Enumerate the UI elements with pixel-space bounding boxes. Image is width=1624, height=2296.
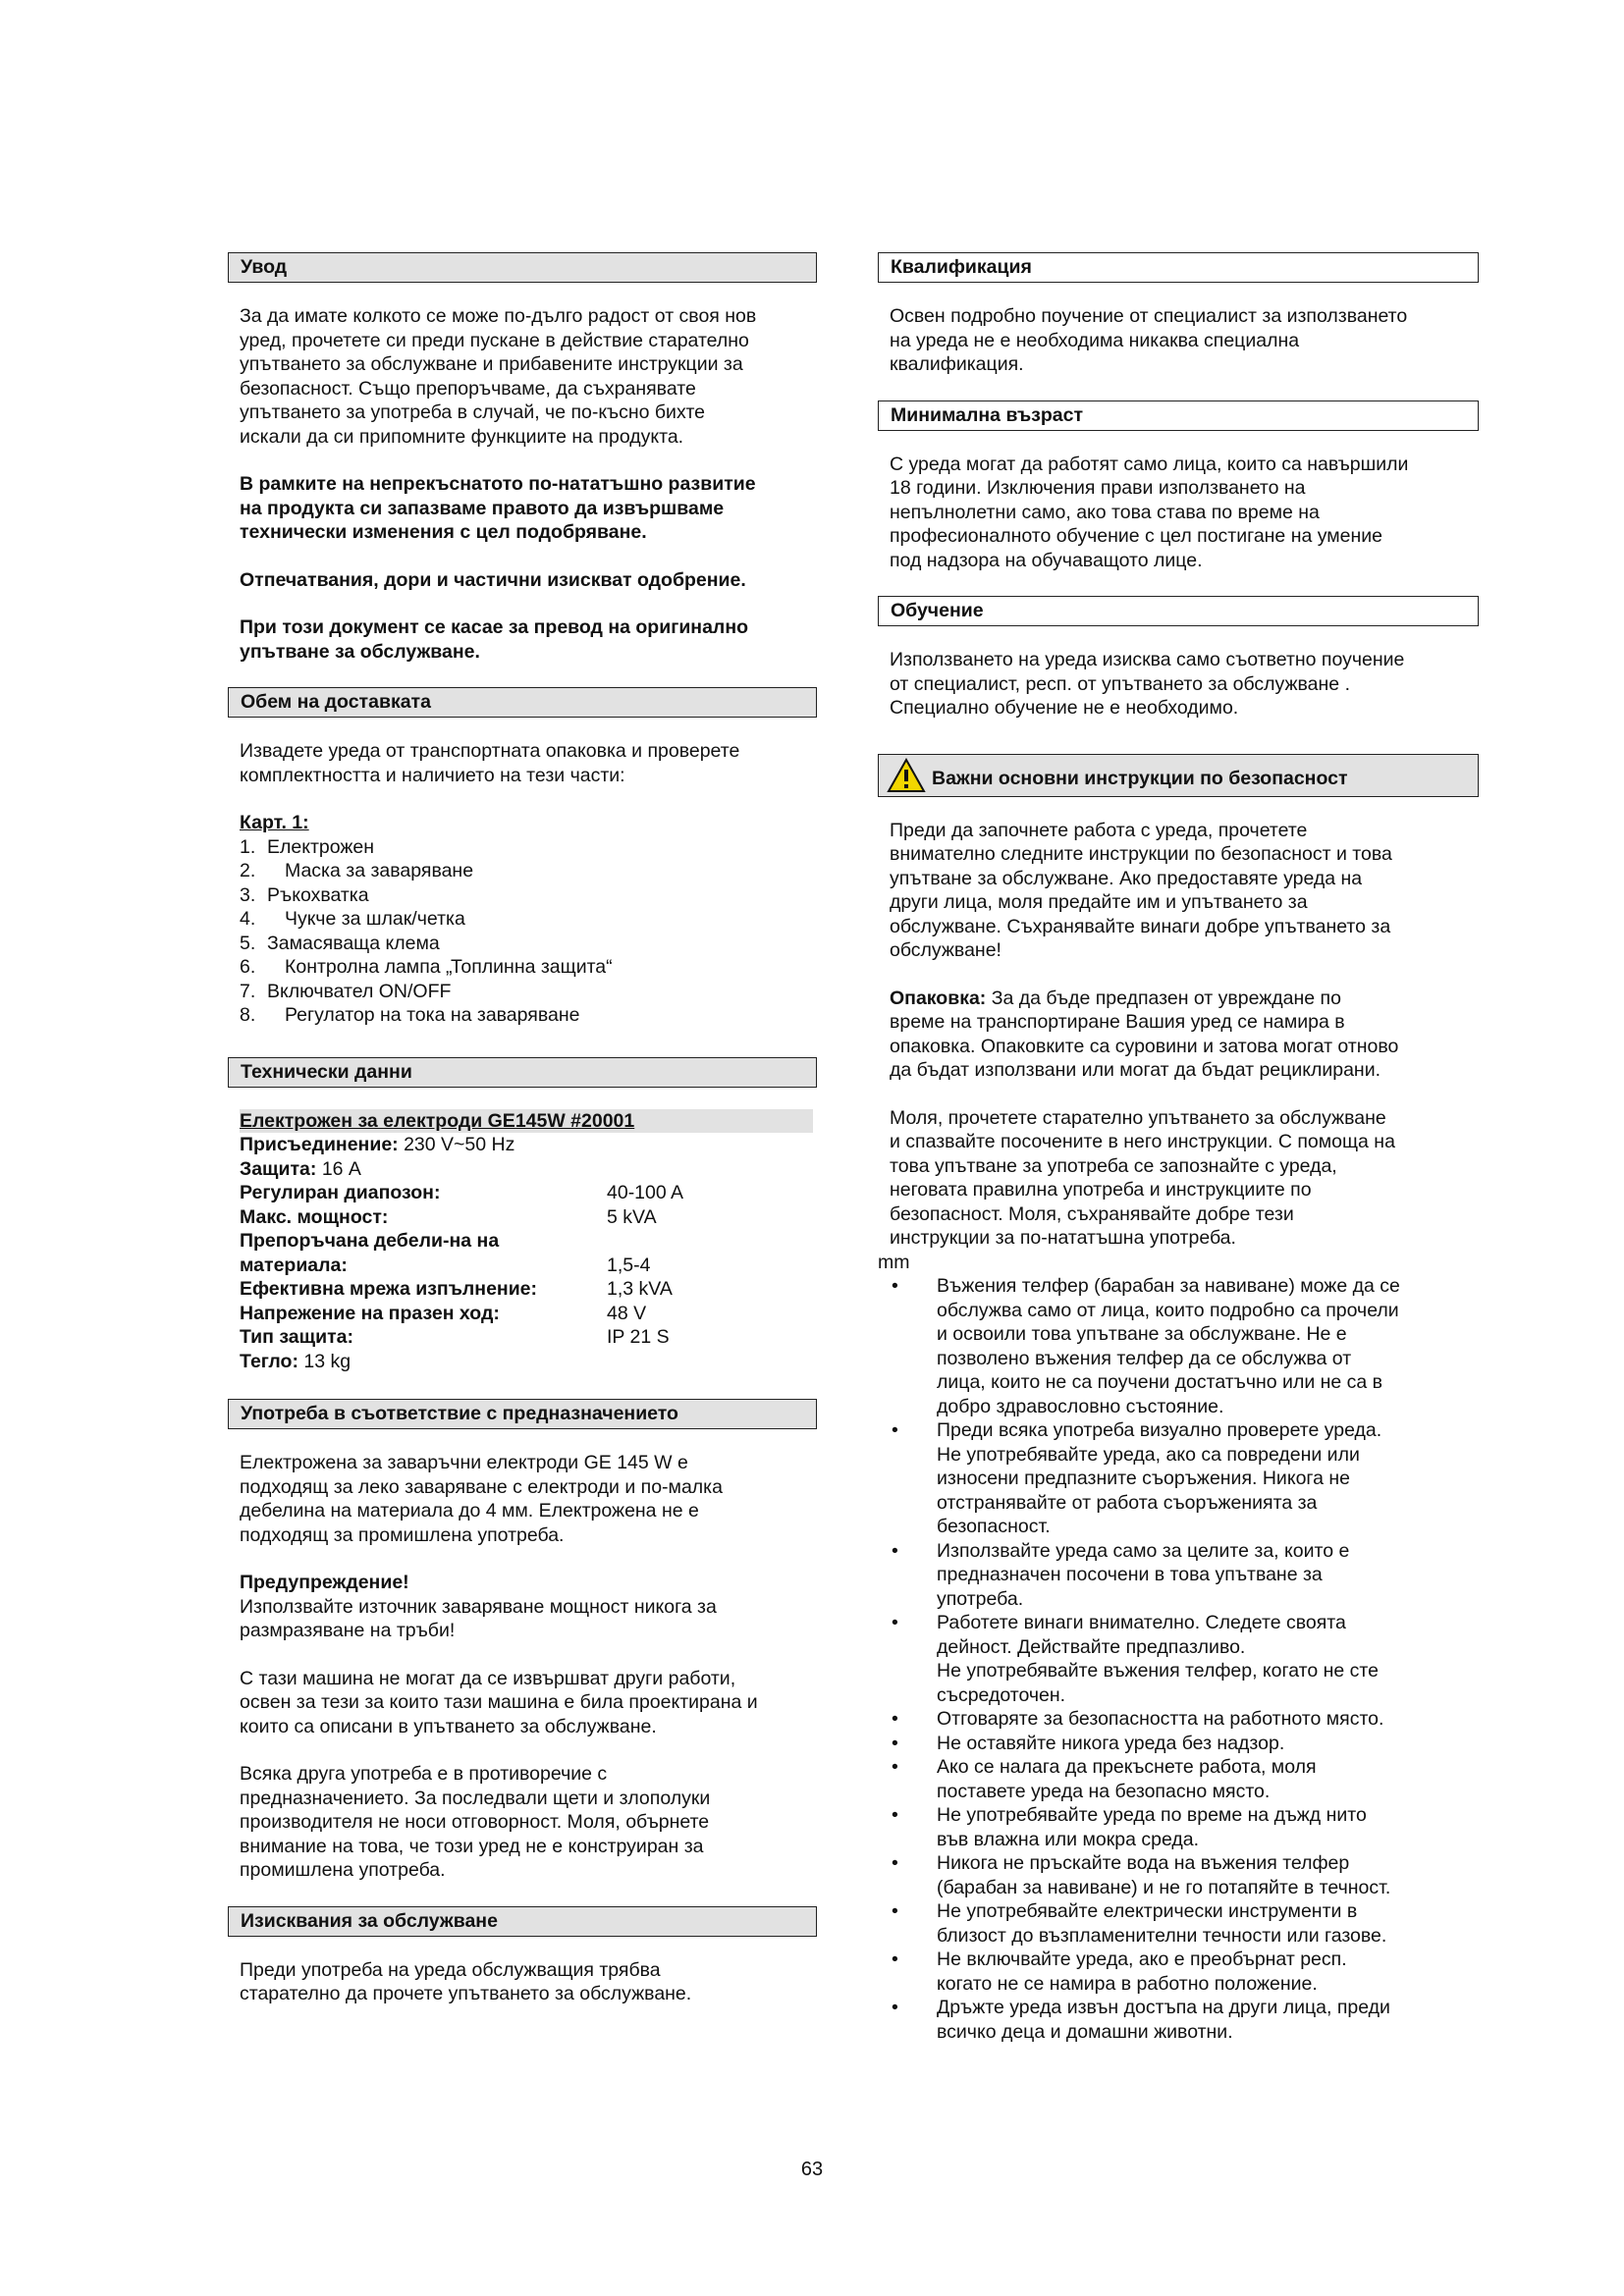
- delivery-body: [228, 739, 817, 1028]
- text-line: освен за тези за които тази машина е била проектирана и: [240, 1691, 758, 1713]
- spec-row: [240, 1181, 805, 1205]
- parts-list-item: [240, 907, 805, 932]
- text-line: уред, прочетете си преди пускане в действие старателно: [240, 329, 749, 351]
- intro-notice-reprint: [240, 568, 805, 593]
- text-line: 18 години. Изключения прави използването на: [890, 477, 1306, 499]
- page-number: 63: [800, 2159, 824, 2180]
- text-line: от специалист, респ. от упътването за обслужване .: [890, 672, 1350, 695]
- bullet-icon: •: [892, 1275, 898, 1297]
- parts-item-label: Ръкохватка: [267, 883, 369, 906]
- text-line: технически изменения с цел подобряване.: [240, 521, 647, 543]
- text-line: безопасност.: [937, 1516, 1051, 1537]
- bullet-icon: •: [892, 1419, 898, 1441]
- safety-rule-item: [890, 1418, 1467, 1539]
- safety-rule-item: [890, 1274, 1467, 1418]
- safety-paragraph-packaging: Опаковка: За да бъде предпазен от увреждане по време на транспортиране Вашия уред се намира в опаковка. Опаковките са суровини и затова могат отново да бъдат използвани или могат да бъдат рециклирани.: [890, 987, 1399, 1081]
- spec-key: Макс. мощност:: [240, 1205, 389, 1228]
- text-line: Електрожена за заваръчни електроди GE 145 W е: [240, 1452, 688, 1473]
- spec-weight: Тегло: 13 kg: [240, 1350, 352, 1372]
- text-line: на уреда не е необходима никаква специална: [890, 329, 1300, 351]
- training-body: [878, 648, 1479, 721]
- text-line: Дръжте уреда извън достъпа на други лица, преди: [937, 1997, 1390, 2018]
- text-line: С тази машина не могат да се извършват други работи,: [240, 1667, 736, 1689]
- text-line: (барабан за навиване) и не го потапяйте в течност.: [937, 1876, 1391, 1898]
- text-line: и освоили това упътване за обслужване. Не е: [937, 1323, 1347, 1345]
- parts-item-number: 2.: [240, 860, 256, 881]
- parts-item-label: Електрожен: [267, 835, 375, 858]
- text-line: производителя не носи отговорност. Моля, обърнете: [240, 1811, 710, 1833]
- safety-rule-item: [890, 1539, 1467, 1612]
- text-line: когато не се намира в работно положение.: [937, 1972, 1318, 1995]
- parts-list-item: [240, 835, 805, 860]
- intro-paragraph: [240, 304, 805, 449]
- safety-rule-text: [937, 1900, 1386, 1947]
- warning-triangle-icon: [887, 758, 926, 793]
- spec-row: [240, 1205, 805, 1230]
- text-line: Преди употреба на уреда обслужващия трябва: [240, 1958, 661, 1981]
- text-line: комплектността и наличието на тези части:: [240, 764, 625, 786]
- safety-rule-text: [937, 1708, 1383, 1730]
- text-line: на продукта си запазваме правото да извършваме: [240, 497, 725, 519]
- bullet-icon: •: [892, 1539, 898, 1562]
- text-line: обслужване!: [890, 939, 1001, 961]
- section-header-safety: Важни основни инструкции по безопасност: [878, 754, 1479, 797]
- spec-connection: Присъединение: 230 V~50 Hz: [240, 1134, 515, 1155]
- section-header-training: Обучение: [878, 596, 1479, 626]
- min-age-paragraph: [890, 453, 1467, 573]
- safety-rule-text: [937, 1756, 1317, 1802]
- warning-text: [240, 1595, 805, 1643]
- section-header-operator: Изисквания за обслужване: [228, 1906, 817, 1937]
- text-line: Преди всяка употреба визуално проверете уреда.: [937, 1419, 1382, 1441]
- parts-item-number: 8.: [240, 1004, 256, 1026]
- text-line: Освен подробно поучение от специалист за използването: [890, 305, 1408, 327]
- text-line: професионалното обучение с цел постигане на умение: [890, 525, 1383, 547]
- text-line: безопасност. Също препоръчваме, да съхранявате: [240, 377, 696, 400]
- text-line: Специално обучение не е необходимо.: [890, 697, 1239, 719]
- text-line: При този документ се касае за превод на оригинално: [240, 616, 749, 638]
- safety-body: [878, 819, 1479, 2045]
- text-line: За да имате колкото се може по-дълго радост от своя нов: [240, 305, 757, 327]
- text-line: упътването за обслужване и прибавените инструкции за: [240, 353, 743, 375]
- text-line: старателно да прочете упътването за обслужване.: [240, 1983, 692, 2004]
- text-line: Ако се налага да прекъснете работа, моля: [937, 1756, 1317, 1778]
- usage-paragraph-other: [240, 1667, 805, 1739]
- text-line: Използвайте източник заваряване мощност никога за: [240, 1595, 717, 1618]
- figure-label: Карт. 1:: [240, 812, 309, 833]
- text-line: подходящ за леко заваряване с електроди и по-малка: [240, 1475, 723, 1498]
- text-line: С уреда могат да работят само лица, които са навършили: [890, 453, 1409, 475]
- text-line: инструкции за по-нататъшна употреба.: [890, 1227, 1236, 1249]
- text-line: размразяване на тръби!: [240, 1620, 456, 1641]
- safety-rule-text: [937, 1419, 1381, 1537]
- tech-body: [228, 1109, 817, 1374]
- text-line: промишлена употреба.: [240, 1859, 446, 1881]
- spec-rows: [240, 1277, 805, 1350]
- text-line: В рамките на непрекъснатото по-нататъшно развитие: [240, 473, 756, 495]
- text-line: безопасност. Моля, съхранявайте добре тези: [890, 1202, 1294, 1225]
- operator-body: [228, 1958, 817, 2006]
- text-line: неговата правилна употреба и инструкциите по: [890, 1179, 1312, 1201]
- training-paragraph: [890, 648, 1467, 721]
- section-header-min-age: Минимална възраст: [878, 400, 1479, 431]
- text-line: Не употребявайте електрически инструменти в: [937, 1900, 1358, 1922]
- intro-body: [228, 304, 817, 664]
- text-line: упътване за обслужване. Ако предоставяте уреда на: [890, 867, 1363, 889]
- parts-list-item: [240, 883, 805, 908]
- text-line: време на транспортиране Вашия уред се намира в: [890, 1011, 1345, 1033]
- text-line: употреба.: [937, 1587, 1024, 1610]
- bullet-icon: •: [892, 1756, 898, 1778]
- parts-list-item: [240, 1003, 805, 1028]
- section-header-delivery: Обем на доставката: [228, 687, 817, 718]
- section-header-usage: Употреба в съответствие с предназначението: [228, 1399, 817, 1429]
- text-line: Извадете уреда от транспортната опаковка и проверете: [240, 740, 740, 762]
- min-age-body: [878, 453, 1479, 573]
- bullet-icon: •: [892, 1852, 898, 1874]
- qualification-body: [878, 304, 1479, 377]
- usage-body: [228, 1451, 817, 1883]
- parts-item-number: 6.: [240, 956, 256, 978]
- text-line: други лица, моля предайте им и упътването за: [890, 891, 1308, 913]
- left-column: [228, 252, 817, 2030]
- usage-paragraph: [240, 1451, 805, 1547]
- text-line: искали да си припомните функциите на продукта.: [240, 425, 684, 448]
- text-line: Всяка друга употреба е в противоречие с: [240, 1763, 608, 1785]
- parts-item-number: 4.: [240, 908, 256, 930]
- text-line: предназначен посочени в това упътване за: [937, 1564, 1323, 1585]
- section-header-tech: Технически данни: [228, 1057, 817, 1088]
- spec-value: 40-100 A: [607, 1182, 684, 1203]
- safety-rule-text: [937, 1804, 1367, 1850]
- qualification-paragraph: [890, 304, 1467, 377]
- text-line: За да бъде предпазен от увреждане по: [986, 987, 1341, 1009]
- bullet-icon: •: [892, 1732, 898, 1754]
- spec-rows: [240, 1181, 805, 1229]
- text-line: Работете винаги внимателно. Следете своята: [937, 1612, 1346, 1633]
- safety-rules-list: [890, 1274, 1467, 2044]
- text-line: обслужване. Съхранявайте винаги добре упътването за: [890, 915, 1391, 937]
- safety-rule-item: [890, 1851, 1467, 1899]
- delivery-paragraph: [240, 739, 805, 787]
- text-line: и спазвайте посочените в него инструкции. С помоща на: [890, 1131, 1395, 1152]
- text-line: това упътване за употреба се запознайте с уреда,: [890, 1154, 1337, 1177]
- spec-value: 5 kVA: [607, 1205, 657, 1228]
- text-line: Не употребявайте въжения телфер, когато не сте: [937, 1660, 1379, 1682]
- safety-rule-item: [890, 1948, 1467, 1996]
- text-line: Моля, прочетете старателно упътването за обслужване: [890, 1106, 1386, 1129]
- text-line: които са описани в упътването за обслужване.: [240, 1715, 657, 1737]
- text-line: Никога не пръскайте вода на въжения телфер: [937, 1852, 1350, 1874]
- parts-item-label: Замасяваща клема: [267, 932, 440, 954]
- parts-item-number: 1.: [240, 835, 256, 858]
- bullet-icon: •: [892, 1804, 898, 1826]
- spec-key: Регулиран диапозон:: [240, 1182, 441, 1203]
- parts-item-number: 3.: [240, 883, 256, 906]
- text-line: съсредоточен.: [937, 1683, 1066, 1706]
- text-line: добро здравословно състояние.: [937, 1395, 1224, 1417]
- text-line: непълнолетни само, ако това става по време на: [890, 501, 1320, 523]
- text-line: Въжения телфер (барабан за навиване) може да се: [937, 1275, 1400, 1297]
- parts-item-label: Регулатор на тока на заваряване: [285, 1004, 580, 1026]
- safety-rule-item: [890, 1611, 1467, 1707]
- text-line: квалификация.: [890, 353, 1024, 375]
- text-line: поставете уреда на безопасно място.: [937, 1780, 1271, 1802]
- spec-row: [240, 1277, 805, 1302]
- spec-model-title: Електрожен за електроди GE145W #20001: [240, 1109, 813, 1134]
- spec-row: [240, 1302, 805, 1326]
- parts-item-label: Маска за заваряване: [285, 860, 474, 881]
- text-line: упътването за употреба в случай, че по-късно бихте: [240, 401, 706, 423]
- text-line: внимателно следните инструкции по безопасност и това: [890, 843, 1392, 865]
- text-line: износени предпазните съоръжения. Никога не: [937, 1468, 1350, 1489]
- parts-item-label: Чукче за шлак/четка: [285, 908, 465, 930]
- stray-text: mm: [878, 1251, 910, 1273]
- text-line: Използвайте уреда само за целите за, които е: [937, 1539, 1350, 1562]
- text-line: Не оставяйте никога уреда без надзор.: [937, 1732, 1285, 1754]
- text-line: дейност. Действайте предпазливо.: [937, 1635, 1246, 1658]
- right-column: [878, 252, 1479, 2044]
- text-line: подходящ за промишлена употреба.: [240, 1523, 565, 1546]
- bullet-icon: •: [892, 1900, 898, 1922]
- spec-key: Напрежение на празен ход:: [240, 1302, 500, 1324]
- operator-paragraph: [240, 1958, 805, 2006]
- safety-rule-text: [937, 1997, 1390, 2043]
- parts-list-item: [240, 932, 805, 956]
- safety-rule-text: [937, 1612, 1379, 1706]
- intro-notice-development: [240, 472, 805, 545]
- safety-rule-item: [890, 1732, 1467, 1756]
- text-line: да бъдат използвани или могат да бъдат рециклирани.: [890, 1059, 1381, 1081]
- text-line: упътване за обслужване.: [240, 640, 480, 663]
- safety-rule-item: [890, 1803, 1467, 1851]
- safety-rule-item: [890, 1899, 1467, 1948]
- text-line: Отговаряте за безопасността на работното място.: [937, 1708, 1384, 1730]
- safety-rule-text: [937, 1540, 1349, 1610]
- text-line: Използването на уреда изисква само съответно поучение: [890, 649, 1405, 670]
- text-line: лица, които не са поучени достатъчно или не са в: [937, 1371, 1383, 1393]
- safety-rule-text: [937, 1949, 1347, 1995]
- spec-fuse: Защита: 16 A: [240, 1157, 361, 1180]
- text-line: всичко деца и домашни животни.: [937, 2020, 1233, 2043]
- parts-list-item: [240, 980, 805, 1004]
- text-line: предназначението. За последвали щети и злополуки: [240, 1787, 711, 1809]
- safety-rule-text: [937, 1275, 1400, 1417]
- spec-value: 1,3 kVA: [607, 1278, 673, 1300]
- spec-value: IP 21 S: [607, 1326, 670, 1348]
- parts-item-number: 5.: [240, 932, 256, 954]
- bullet-icon: •: [892, 1612, 898, 1633]
- text-line: във влажна или мокра среда.: [937, 1828, 1200, 1850]
- text-line: позволено въжения телфер да се обслужва от: [937, 1347, 1352, 1369]
- spec-thickness: материала: 1,5-4: [240, 1254, 651, 1276]
- safety-paragraph-read: [890, 1106, 1467, 1251]
- spec-key: Тип защита:: [240, 1326, 353, 1348]
- text-line: близост до възпламенителни течности или газове.: [937, 1924, 1387, 1947]
- safety-rule-item: [890, 1996, 1467, 2044]
- text-line: опаковка. Опаковките са суровини и затова могат отново: [890, 1035, 1399, 1057]
- safety-rule-text: [937, 1852, 1390, 1898]
- usage-paragraph-liability: [240, 1762, 805, 1883]
- section-header-qualification: Квалификация: [878, 252, 1479, 283]
- spec-thickness-label: Препоръчана дебели-на на: [240, 1230, 500, 1252]
- parts-list: [240, 835, 805, 1028]
- safety-rule-text: [937, 1733, 1284, 1754]
- spec-key: Ефективна мрежа изпълнение:: [240, 1278, 538, 1300]
- text-line: обслужва само от лица, които подробно са прочели: [937, 1299, 1399, 1321]
- section-header-intro: Увод: [228, 252, 817, 283]
- safety-rule-item: [890, 1707, 1467, 1732]
- safety-rule-item: [890, 1755, 1467, 1803]
- text-line: Преди да започнете работа с уреда, прочетете: [890, 819, 1308, 841]
- parts-list-item: [240, 859, 805, 883]
- bullet-icon: •: [892, 1997, 898, 2018]
- parts-item-label: Контролна лампа „Топлинна защита“: [285, 956, 613, 978]
- safety-paragraph-intro: [890, 819, 1467, 963]
- parts-item-label: Включвател ON/OFF: [267, 980, 452, 1002]
- parts-item-number: 7.: [240, 980, 256, 1002]
- bullet-icon: •: [892, 1708, 898, 1730]
- text-line: Не употребявайте уреда по време на дъжд нито: [937, 1804, 1367, 1826]
- bullet-icon: •: [892, 1949, 898, 1970]
- spec-row: [240, 1325, 805, 1350]
- intro-notice-translation: [240, 615, 805, 664]
- warning-title: Предупреждение!: [240, 1572, 409, 1593]
- text-line: Отпечатвания, дори и частични изискват одобрение.: [240, 568, 746, 591]
- text-line: Не включвайте уреда, ако е преобърнат респ.: [937, 1949, 1347, 1970]
- text-line: внимание на това, че този уред не е конструиран за: [240, 1835, 704, 1857]
- text-line: Не употребявайте уреда, ако са повредени или: [937, 1443, 1360, 1466]
- text-line: под надзора на обучаващото лице.: [890, 549, 1203, 571]
- spec-value: 48 V: [607, 1302, 647, 1324]
- text-line: отстранявайте от работа съоръженията за: [937, 1491, 1318, 1514]
- parts-list-item: [240, 955, 805, 980]
- text-line: дебелина на материала до 4 мм. Електрожена не е: [240, 1500, 699, 1522]
